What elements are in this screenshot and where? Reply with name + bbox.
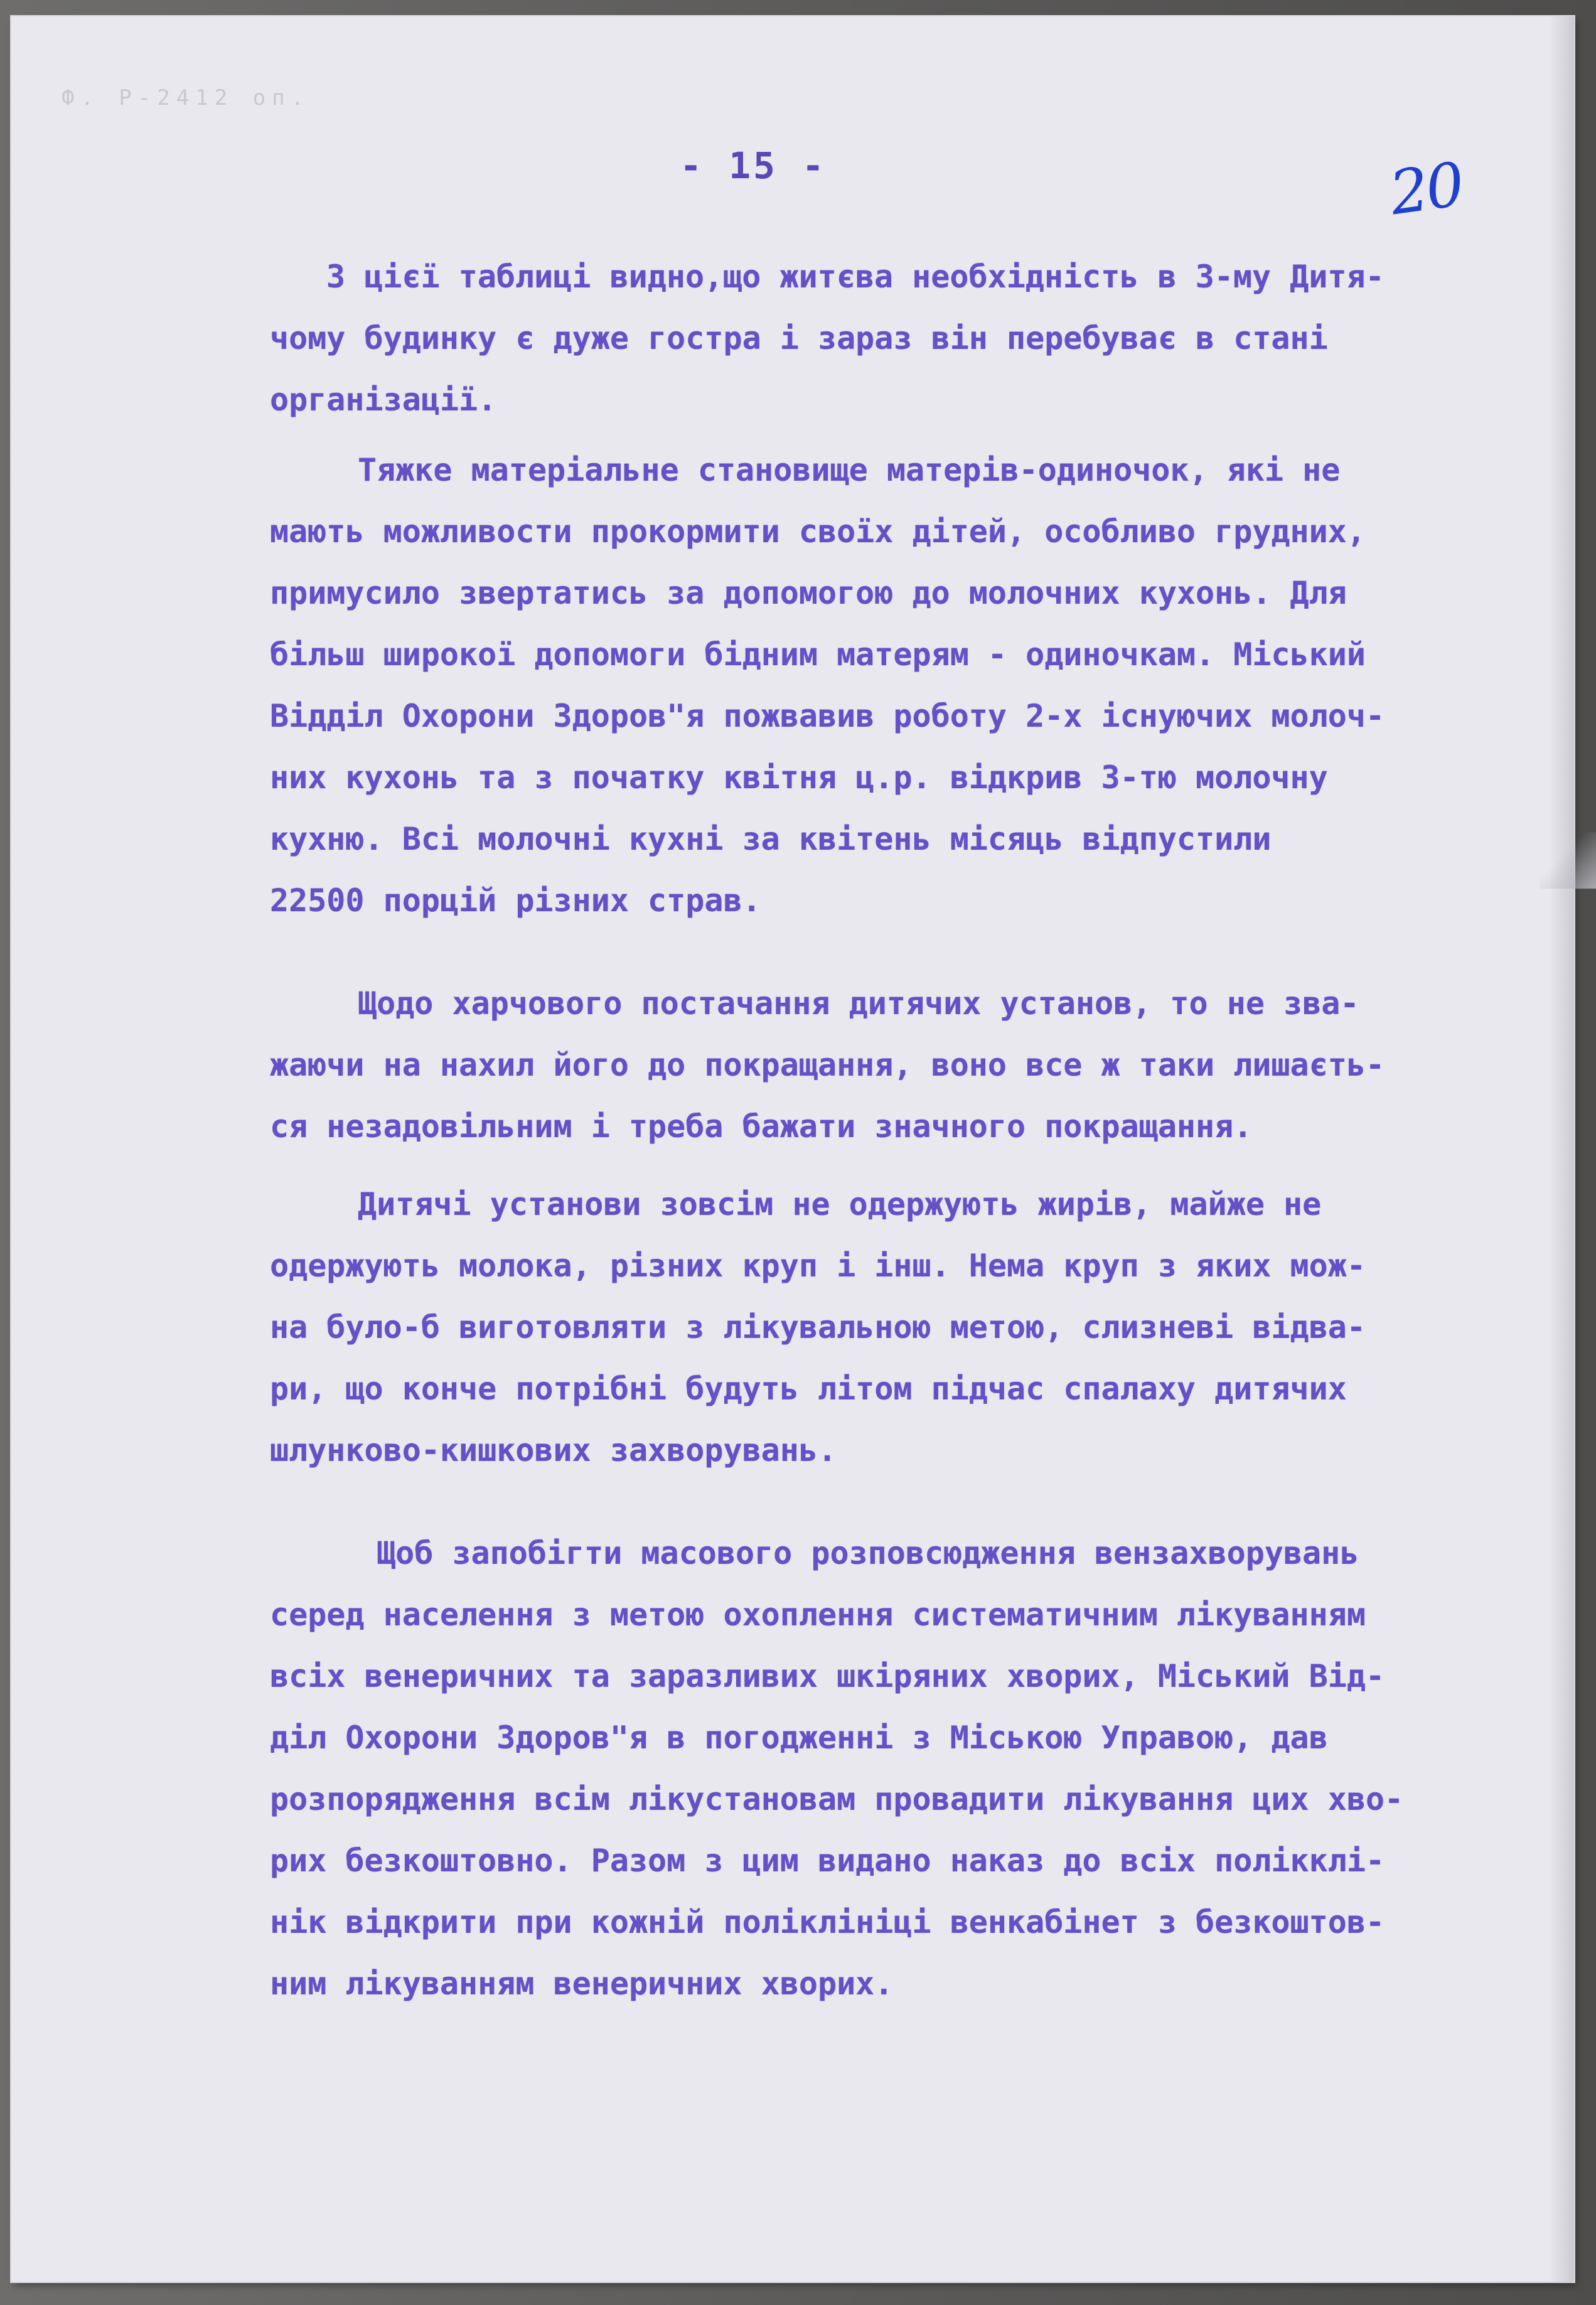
text-line: Відділ Охорони Здоров"я пожвавив роботу 2-х існуючих молоч- xyxy=(270,698,1385,734)
text-line: них кухонь та з початку квітня ц.р. відкрив 3-тю молочну xyxy=(270,759,1328,796)
text-line: рих безкоштовно. Разом з цим видано наказ до всіх полікклі- xyxy=(270,1842,1385,1879)
text-line: Дитячі установи зовсім не одержують жирів, майже не xyxy=(358,1186,1322,1222)
text-line: 22500 порцій різних страв. xyxy=(270,882,761,919)
text-line: мають можливости прокормити своїх дітей, особливо грудних, xyxy=(270,513,1366,550)
text-line: організації. xyxy=(270,382,497,418)
typewritten-body xyxy=(270,246,1519,2014)
text-line: Тяжке матеріальне становище матерів-одиночок, які не xyxy=(358,452,1341,488)
paragraph-4 xyxy=(270,1174,1519,1481)
text-line: Щодо харчового постачання дитячих установ, то не зва- xyxy=(358,985,1359,1022)
text-line: ри, що конче потрібні будуть літом підчас спалаху дитячих xyxy=(270,1371,1347,1407)
text-line: Щоб запобігти масового розповсюдження вензахворувань xyxy=(377,1535,1359,1571)
text-line: ся незадовільним і треба бажати значного покращання. xyxy=(270,1108,1253,1145)
text-line: жаючи на нахил його до покращання, воно все ж таки лишаєть- xyxy=(270,1047,1385,1083)
text-line: серед населення з метою охоплення систематичним лікуванням xyxy=(270,1596,1366,1633)
text-line: одержують молока, різних круп і інш. Нема круп з яких мож- xyxy=(270,1248,1366,1284)
text-line: більш широкої допомоги бідним матерям - одиночкам. Міський xyxy=(270,636,1366,673)
paragraph-5 xyxy=(270,1522,1519,2014)
page-edge-shadow xyxy=(1549,16,1574,2282)
paragraph-1 xyxy=(270,246,1519,431)
text-line: кухню. Всі молочні кухні за квітень місяць відпустили xyxy=(270,821,1272,857)
text-line: З цієї таблиці видно,що житєва необхідність в 3-му Дитя- xyxy=(326,259,1384,295)
faint-archive-stamp: Ф. Р-2412 оп. xyxy=(62,85,311,110)
text-line: розпорядження всім лікустановам провадити лікування цих хво- xyxy=(270,1781,1404,1817)
text-line: чому будинку є дуже гостра і зараз він перебуває в стані xyxy=(270,320,1328,356)
text-line: на було-б виготовляти з лікувальною метою, слизневі відва- xyxy=(270,1309,1366,1345)
text-line: ним лікуванням венеричних хворих. xyxy=(270,1965,894,2002)
text-line: нік відкрити при кожній поліклініці венкабінет з безкоштов- xyxy=(270,1904,1385,1940)
page-fold-mark xyxy=(1540,832,1596,889)
paragraph-2 xyxy=(270,439,1519,931)
handwritten-archive-number: 20 xyxy=(1385,149,1467,229)
text-line: шлунково-кишкових захворувань. xyxy=(270,1432,837,1468)
text-line: діл Охорони Здоров"я в погодженні з Міською Управою, дав xyxy=(270,1719,1328,1756)
text-line: всіх венеричних та заразливих шкіряних хворих, Міський Від- xyxy=(270,1658,1385,1694)
text-line: примусило звертатись за допомогою до молочних кухонь. Для xyxy=(270,575,1347,611)
page-number: - 15 - xyxy=(680,144,827,187)
paragraph-3 xyxy=(270,973,1519,1157)
